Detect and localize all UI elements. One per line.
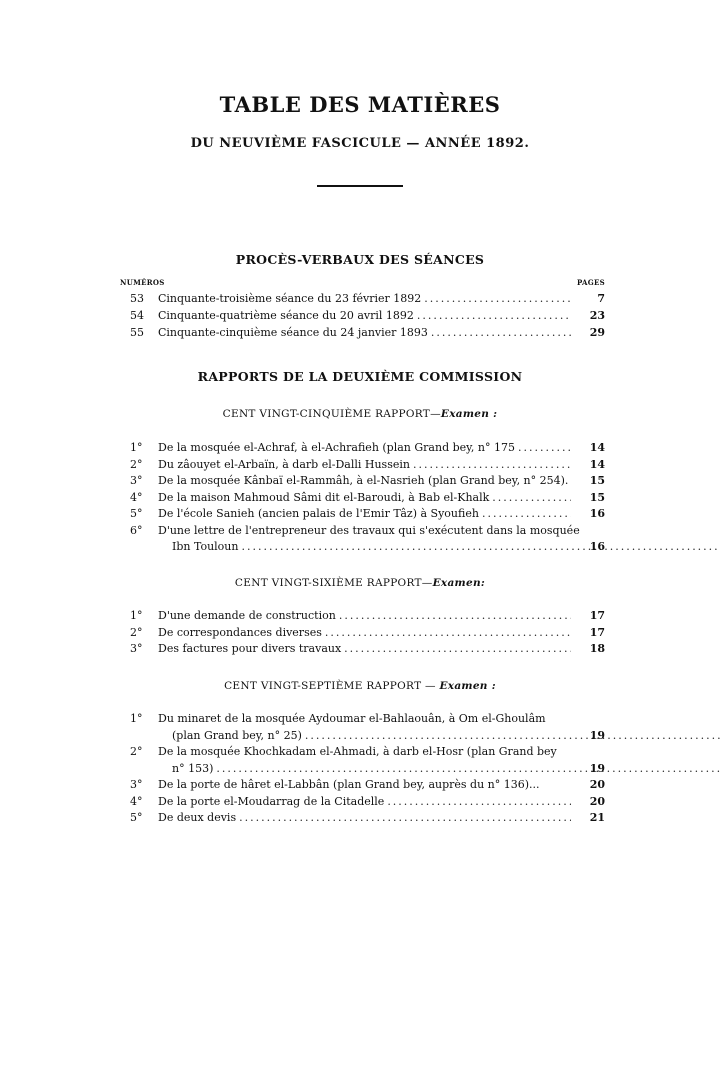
dot-leader (339, 608, 571, 625)
report-label: CENT VINGT-CINQUIÈME RAPPORT— (222, 408, 441, 420)
entry-text: De l'école Sanieh (ancien palais de l'Emir Tâz) à Syoufieh (158, 507, 479, 520)
report-127-entries (130, 711, 605, 827)
page-title: TABLE DES MATIÈRES (219, 92, 501, 117)
entry-number: 5° (130, 811, 143, 824)
toc-entry (130, 457, 605, 474)
toc-entry (130, 711, 605, 744)
report-examen: Examen: (432, 577, 486, 589)
dot-leader (216, 762, 720, 775)
toc-entry (130, 307, 605, 324)
dot-leader (431, 324, 571, 341)
entry-text-continued: (plan Grand bey, n° 25) (172, 728, 302, 742)
entry-number: 2° (130, 625, 143, 639)
entry-page: 19 (589, 728, 605, 742)
entry-number: 55 (130, 326, 144, 339)
toc-entry (130, 794, 605, 811)
entry-number: 5° (130, 507, 143, 520)
page-subtitle: DU NEUVIÈME FASCICULE — ANNÉE 1892. (190, 136, 530, 151)
entry-number: 3° (130, 474, 143, 487)
entry-page: 14 (589, 457, 605, 471)
entry-text-continued: n° 153) (172, 761, 214, 775)
section-heading-rapports: RAPPORTS DE LA DEUXIÈME COMMISSION (197, 369, 523, 384)
entry-text: Cinquante-troisième séance du 23 février 1892 (158, 292, 422, 305)
entry-page: 15 (589, 490, 605, 504)
dot-leader (325, 625, 571, 642)
entry-text-continued: Ibn Touloun (172, 540, 239, 553)
entry-text: D'une lettre de l'entrepreneur des travaux qui s'exécutent dans la mosquée (158, 523, 580, 537)
toc-entry (130, 523, 605, 556)
toc-entry (130, 777, 605, 794)
entry-text: Du zâouyet el-Arbaïn, à darb el-Dalli Hussein (158, 457, 410, 471)
toc-entry (130, 290, 605, 307)
toc-entry (130, 440, 605, 457)
entry-page: 15 (589, 474, 605, 487)
entry-number: 3° (130, 778, 143, 791)
entry-page: 16 (589, 507, 605, 520)
entry-number: 2° (130, 457, 143, 471)
entry-text: Des factures pour divers travaux (158, 642, 342, 655)
dot-leader (413, 457, 571, 474)
entry-number: 4° (130, 794, 143, 808)
toc-entry (130, 608, 605, 625)
entry-text: Du minaret de la mosquée Aydoumar el-Bahlaouân, à Om el-Ghoulâm (158, 712, 546, 725)
report-label: CENT VINGT-SIXIÈME RAPPORT— (234, 577, 433, 589)
toc-entry (130, 810, 605, 827)
entry-page: 19 (589, 761, 605, 775)
dot-leader (305, 729, 720, 742)
dot-leader (482, 506, 571, 523)
dot-leader (518, 440, 571, 457)
dot-leader (239, 810, 571, 827)
entry-text: De la porte de hâret el-Labbân (plan Grand bey, auprès du n° 136)... (158, 778, 540, 791)
entry-text: De la mosquée el-Achraf, à el-Achrafieh (plan Grand bey, n° 175 (158, 441, 515, 454)
entry-page: 17 (589, 609, 605, 622)
entry-number: 2° (130, 745, 143, 758)
entry-text: Cinquante-cinquième séance du 24 janvier 1893 (158, 326, 428, 339)
title-rule (317, 185, 403, 187)
entry-number: 1° (130, 441, 143, 454)
proces-entries (130, 290, 605, 341)
entry-page: 20 (589, 794, 605, 808)
entry-text: D'une demande de construction (158, 609, 336, 622)
entry-number: 6° (130, 523, 143, 537)
entry-page: 23 (589, 309, 605, 322)
toc-entry (130, 744, 605, 777)
report-125-entries (130, 440, 605, 556)
dot-leader (344, 641, 571, 658)
entry-text: De la maison Mahmoud Sâmi dit el-Baroudi, à Bab el-Khalk (158, 490, 490, 504)
report-heading-125 (0, 408, 720, 420)
toc-entry (130, 473, 605, 490)
dot-leader (424, 290, 571, 307)
entry-page: 18 (589, 642, 605, 655)
entry-text: Cinquante-quatrième séance du 20 avril 1892 (158, 309, 414, 322)
toc-entry (130, 625, 605, 642)
report-heading-127 (0, 680, 720, 692)
dot-leader (387, 794, 571, 811)
entry-number: 1° (130, 712, 143, 725)
dot-leader (241, 540, 720, 553)
section-heading-proces: PROCÈS-VERBAUX DES SÉANCES (235, 252, 485, 267)
entry-text: De la mosquée Kânbaï el-Rammâh, à el-Nasrieh (plan Grand bey, n° 254). (158, 474, 569, 487)
entry-page: 29 (589, 326, 605, 339)
report-heading-126 (0, 577, 720, 589)
entry-page: 20 (589, 778, 605, 791)
report-examen: Examen : (439, 680, 496, 692)
column-label-numbers: NUMÉROS (120, 278, 165, 287)
entry-number: 3° (130, 642, 143, 655)
entry-page: 21 (589, 811, 605, 824)
toc-entry (130, 641, 605, 658)
toc-entry (130, 324, 605, 341)
entry-text: De la porte el-Moudarrag de la Citadelle (158, 794, 385, 808)
entry-number: 4° (130, 490, 143, 504)
entry-text: De la mosquée Khochkadam el-Ahmadi, à darb el-Hosr (plan Grand bey (158, 745, 557, 758)
dot-leader (492, 490, 571, 507)
report-label: CENT VINGT-SEPTIÈME RAPPORT — (224, 680, 440, 692)
entry-number: 1° (130, 609, 143, 622)
entry-page: 17 (589, 625, 605, 639)
entry-page: 7 (597, 292, 605, 305)
report-examen: Examen : (440, 408, 498, 420)
toc-entry (130, 490, 605, 507)
entry-text: De correspondances diverses (158, 625, 322, 639)
entry-page: 14 (589, 441, 605, 454)
entry-page: 16 (589, 540, 605, 553)
toc-entry (130, 506, 605, 523)
dot-leader (417, 307, 571, 324)
entry-number: 53 (130, 292, 144, 305)
column-label-pages: PAGES (576, 278, 605, 287)
report-126-entries (130, 608, 605, 658)
entry-text: De deux devis (158, 811, 237, 824)
entry-number: 54 (130, 309, 144, 322)
